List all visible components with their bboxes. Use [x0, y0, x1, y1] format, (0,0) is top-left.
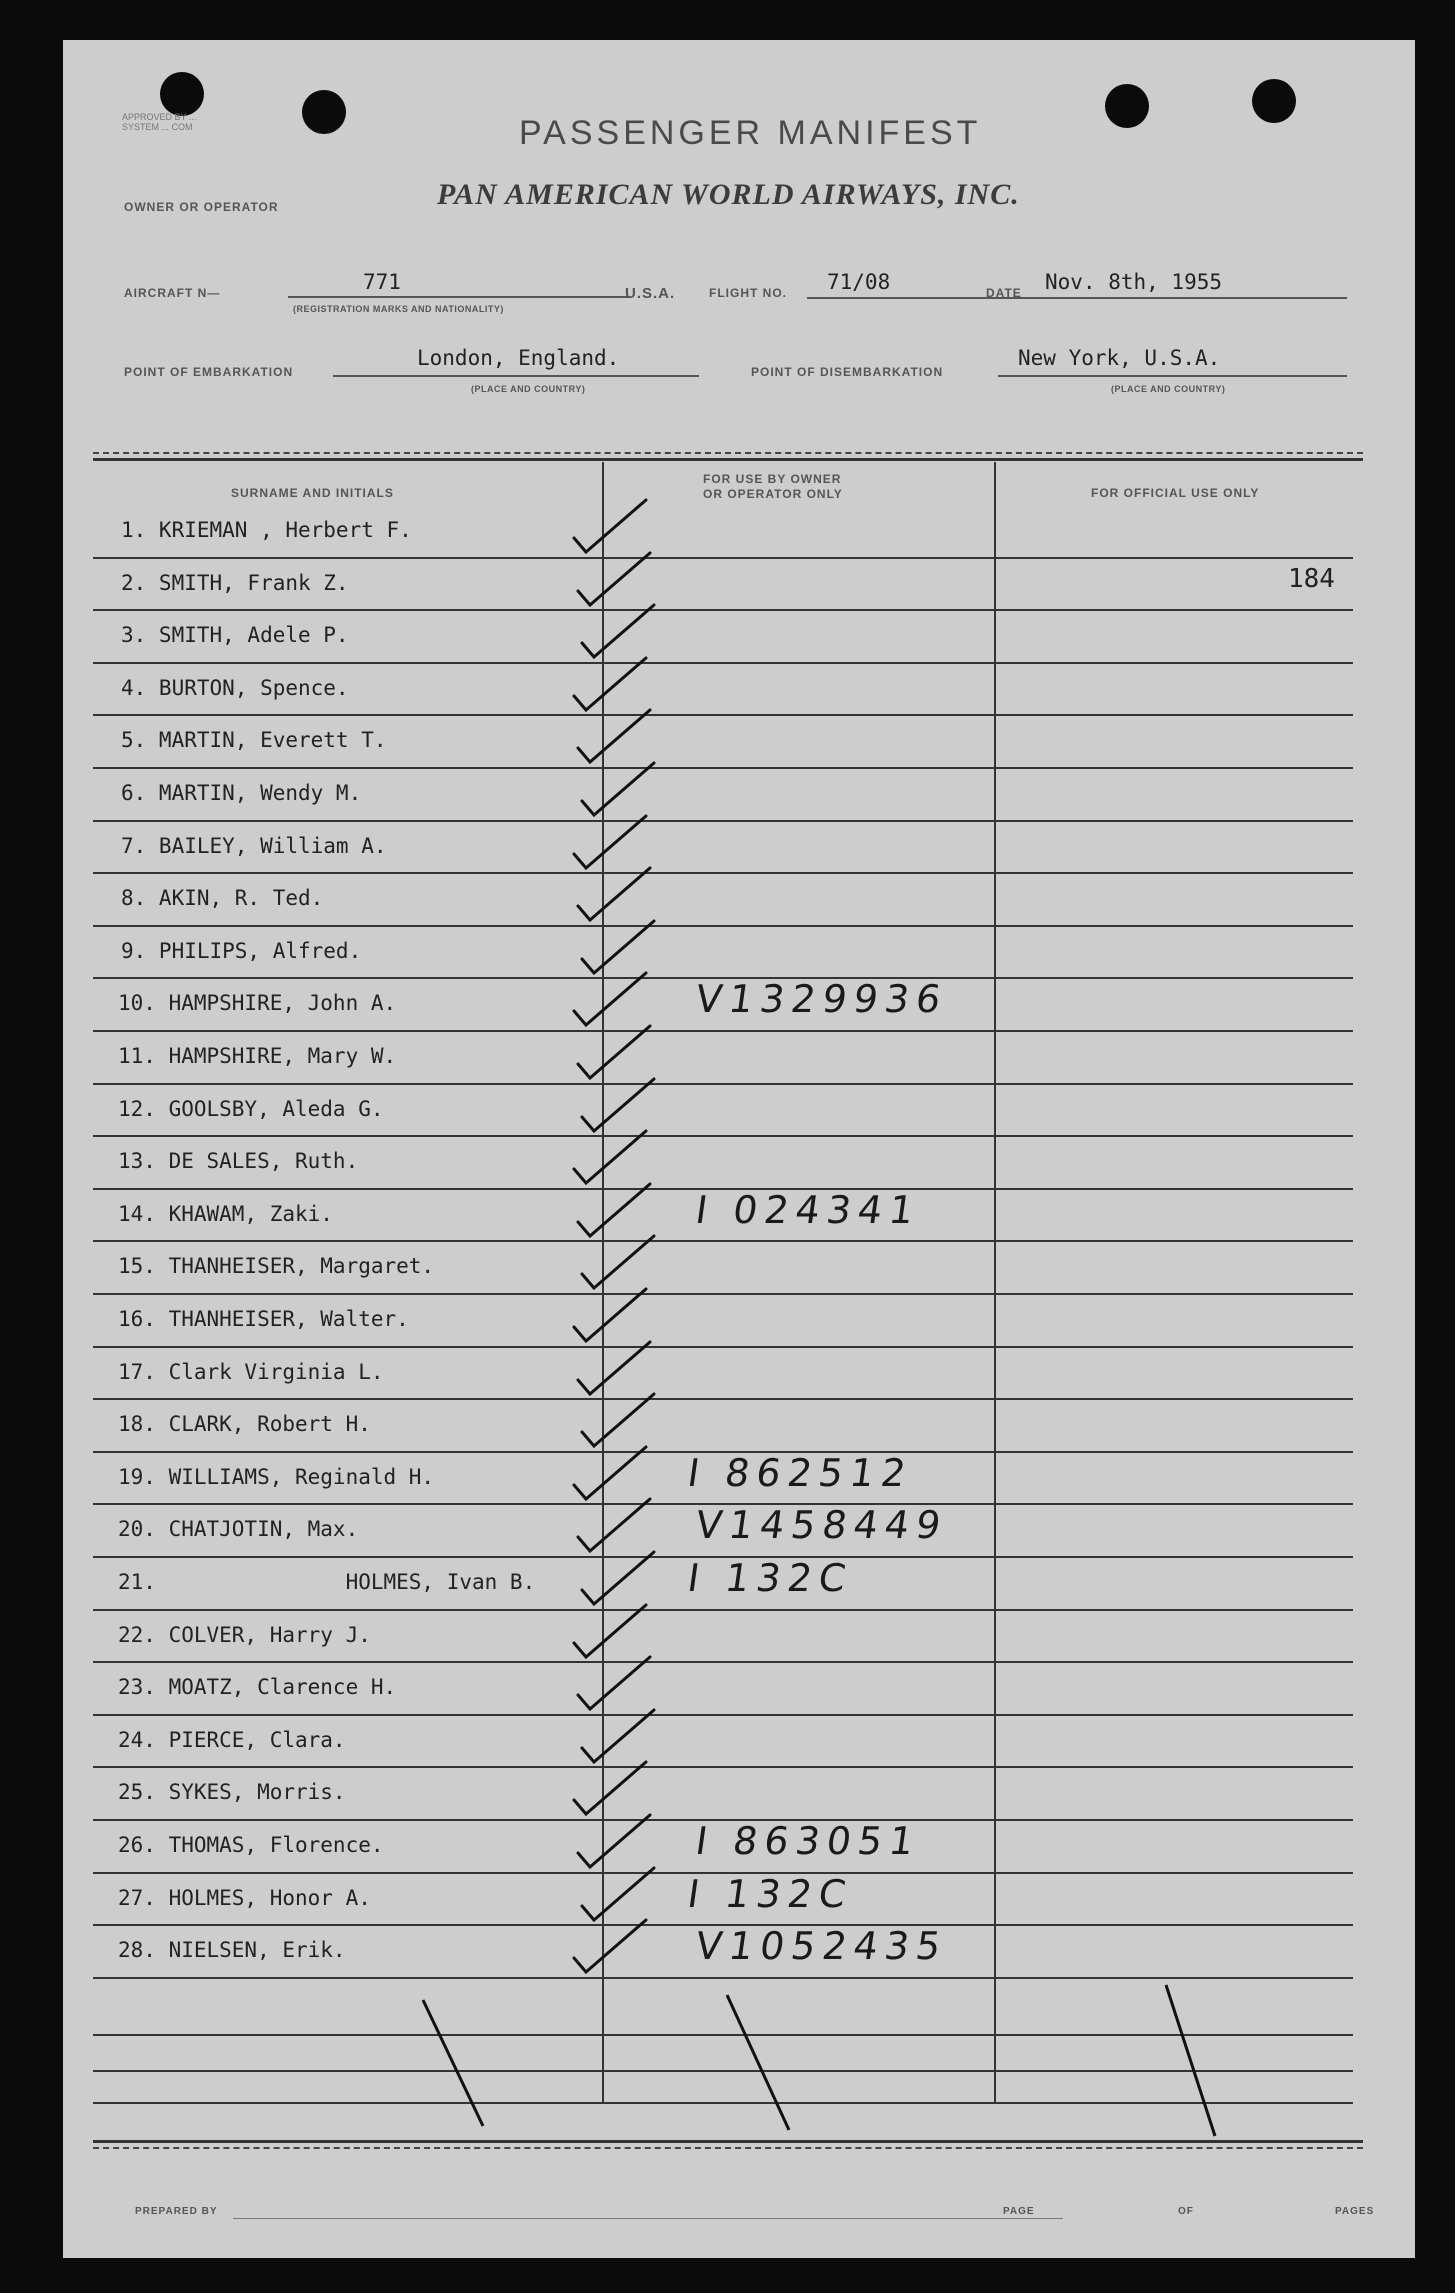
- passenger-name: 26. THOMAS, Florence.: [118, 1833, 384, 1857]
- pages-label: PAGES: [1335, 2206, 1375, 2217]
- passenger-name: 19. WILLIAMS, Reginald H.: [118, 1464, 435, 1489]
- embarkation-value: London, England.: [417, 346, 620, 370]
- aircraft-label: AIRCRAFT N—: [124, 286, 221, 300]
- embarkation-label: POINT OF EMBARKATION: [124, 365, 294, 379]
- passport-number: V1052435: [692, 1924, 951, 1969]
- flight-value: 71/08: [827, 270, 891, 294]
- passenger-name: 10. HAMPSHIRE, John A.: [118, 991, 397, 1016]
- owner-label: OWNER OR OPERATOR: [124, 200, 279, 214]
- passenger-name: 12. GOOLSBY, Aleda G.: [118, 1096, 384, 1121]
- page-title: PASSENGER MANIFEST: [519, 114, 982, 152]
- passport-number: V1329936: [692, 977, 951, 1022]
- page-label: PAGE: [1003, 2206, 1035, 2217]
- passenger-name: 21. HOLMES, Ivan B.: [118, 1570, 536, 1594]
- passenger-name: 24. PIERCE, Clara.: [118, 1727, 346, 1752]
- column-header-owner-1: FOR USE BY OWNER: [703, 472, 842, 486]
- usa-label: U.S.A.: [625, 285, 676, 302]
- aircraft-value: 771: [363, 270, 401, 294]
- passenger-name: 1. KRIEMAN , Herbert F.: [121, 518, 412, 542]
- disembarkation-value: New York, U.S.A.: [1018, 346, 1221, 370]
- passport-number: I 862512: [684, 1450, 916, 1495]
- passenger-name: 4. BURTON, Spence.: [121, 675, 349, 700]
- column-header-name: SURNAME AND INITIALS: [231, 486, 394, 500]
- embarkation-caption: (PLACE AND COUNTRY): [471, 384, 586, 394]
- date-label: DATE: [986, 286, 1022, 300]
- official-use-note: 184: [1288, 564, 1335, 594]
- passenger-name: 7. BAILEY, William A.: [121, 833, 387, 858]
- passport-number: I 132C: [684, 1556, 856, 1600]
- void-slash: [423, 2000, 483, 2126]
- passenger-name: 18. CLARK, Robert H.: [118, 1412, 371, 1437]
- aircraft-caption: (REGISTRATION MARKS AND NATIONALITY): [293, 304, 504, 314]
- column-header-official: FOR OFFICIAL USE ONLY: [1091, 486, 1260, 500]
- company-name: PAN AMERICAN WORLD AIRWAYS, INC.: [437, 178, 1020, 211]
- passenger-name: 22. COLVER, Harry J.: [118, 1622, 371, 1647]
- disembarkation-label: POINT OF DISEMBARKATION: [751, 365, 944, 379]
- passenger-name: 8. AKIN, R. Ted.: [121, 886, 324, 911]
- passenger-name: 25. SYKES, Morris.: [118, 1780, 346, 1805]
- passenger-name: 9. PHILIPS, Alfred.: [121, 938, 362, 963]
- passenger-name: 14. KHAWAM, Zaki.: [118, 1201, 333, 1226]
- passenger-name: 23. MOATZ, Clarence H.: [118, 1675, 397, 1700]
- passenger-name: 16. THANHEISER, Walter.: [118, 1307, 409, 1331]
- passenger-name: 17. Clark Virginia L.: [118, 1359, 384, 1384]
- passenger-name: 13. DE SALES, Ruth.: [118, 1149, 359, 1174]
- passenger-name: 11. HAMPSHIRE, Mary W.: [118, 1044, 397, 1068]
- disembarkation-caption: (PLACE AND COUNTRY): [1111, 384, 1226, 394]
- passenger-name: 27. HOLMES, Honor A.: [118, 1885, 371, 1910]
- passenger-name: 2. SMITH, Frank Z.: [121, 570, 349, 595]
- void-slash: [727, 1995, 789, 2130]
- prepared-by-label: PREPARED BY: [135, 2206, 218, 2217]
- void-slash: [1166, 1985, 1215, 2136]
- passenger-name: 15. THANHEISER, Margaret.: [118, 1254, 435, 1279]
- prepared-by-underline: [233, 2218, 1063, 2219]
- manifest-sheet: [63, 40, 1415, 2258]
- passenger-name: 5. MARTIN, Everett T.: [121, 728, 387, 753]
- passport-number: I 024341: [692, 1187, 924, 1232]
- passenger-name: 28. NIELSEN, Erik.: [118, 1938, 346, 1963]
- passenger-name: 3. SMITH, Adele P.: [121, 623, 349, 648]
- passport-number: I 132C: [684, 1871, 856, 1916]
- passenger-name: 20. CHATJOTIN, Max.: [118, 1517, 359, 1542]
- passenger-name: 6. MARTIN, Wendy M.: [121, 781, 362, 805]
- approval-stamp: APPROVED BY ... SYSTEM ... COM: [122, 112, 197, 132]
- of-label: OF: [1178, 2206, 1194, 2217]
- void-marks: [63, 40, 1415, 2258]
- passport-number: V1458449: [692, 1503, 951, 1548]
- flight-label: FLIGHT NO.: [709, 286, 787, 300]
- column-header-owner-2: OR OPERATOR ONLY: [703, 487, 843, 501]
- passport-number: I 863051: [692, 1819, 924, 1863]
- date-value: Nov. 8th, 1955: [1045, 270, 1223, 294]
